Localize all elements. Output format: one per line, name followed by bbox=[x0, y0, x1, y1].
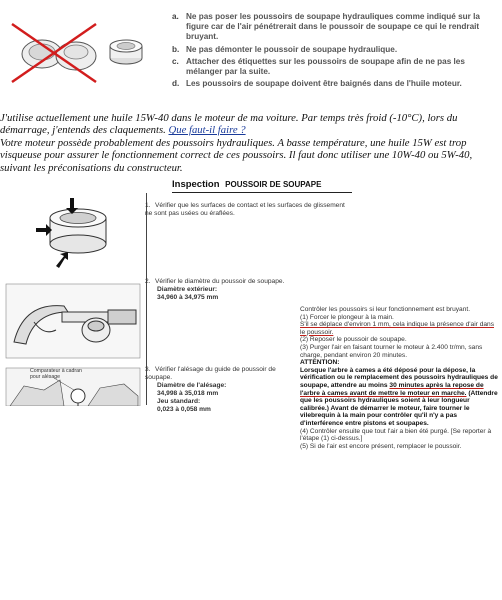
tappet-noise-procedure: Contrôler les poussoirs si leur fonctionnement est bruyant. (1) Forcer le plongeur à la main. S'il se déplace d'environ 1 mm, cela indique la présence d'air dans le poussoir. (2) Reposer le poussoir de soupape. (3) Purger l'air en faisant tourner le moteur à 2.400 tr/mn, sans charge, pendant environ 20 minutes. ATTENTION: Lorsque l'arbre à cames a été déposé pour la dépose, la vérification ou le remplacement des poussoirs hydrauliques de soupape, attendre au moins 30 minutes après la repose de l'arbre à cames avant de mettre le moteur en marche. (Attendre que les poussoirs hydrauliques soient à leur longueur calibrée.) Avant de démarrer le moteur, faire tourner le vilebrequin à la main pour contrôler qu'il n'y a pas d'interférence entre pistons et soupapes. (4) Contrôler ensuite que tout l'air a bien été purgé. [Se reporter à l'étape (1) ci-dessus.] (5) Si de l'air est encore présent, remplacer le poussoir. bbox=[300, 306, 498, 450]
title-divider bbox=[172, 192, 352, 193]
tappet-illustration-top bbox=[4, 18, 144, 88]
gauge-caption: Comparateur à cadran pour alésage bbox=[30, 368, 82, 380]
inspection-step-1: 1. Vérifier que les surfaces de contact et les surfaces de glissement ne sont pas usées ou éraflées. bbox=[145, 202, 345, 217]
question-link[interactable]: Que faut-il faire ? bbox=[168, 124, 246, 137]
figure-micrometer bbox=[4, 282, 144, 365]
figure-tappet-surfaces bbox=[30, 196, 130, 273]
answer-text: Votre moteur possède probablement des poussoirs hydrauliques. A basse température, une huile 15W est trop visqueuse pour assurer le fonctionnement correct de ces poussoirs. Il faut donc utiliser une 10W-40 ou 5W-40, suivant les préconisations du constructeur. bbox=[0, 136, 473, 174]
list-item: a. Ne pas poser les poussoirs de soupape hydrauliques comme indiqué sur la figure car de l'air pénétrerait dans le poussoir de soupape ce qui le rendrait bruyant. bbox=[172, 12, 480, 42]
tappet-precautions-list bbox=[172, 12, 502, 91]
list-item: c. Attacher des étiquettes sur les poussoirs de soupape afin de ne pas les mélanger par la suite. bbox=[172, 56, 465, 77]
list-item: d. Les poussoirs de soupape doivent être baignés dans de l'huile moteur. bbox=[172, 79, 462, 89]
list-item: b. Ne pas démonter le poussoir de soupape hydraulique. bbox=[172, 44, 398, 54]
inspection-step-3: 3. Vérifier l'alésage du guide de poussoir de soupape. Diamètre de l'alésage: 34,998 à 35,018 mm Jeu standard: 0,023 à 0,058 mm bbox=[145, 366, 276, 413]
inspection-step-2: 2. Vérifier le diamètre du poussoir de soupape. Diamètre extérieur: 34,960 à 34,975 mm bbox=[145, 278, 285, 301]
oil-question-answer bbox=[0, 112, 500, 174]
inspection-title: Inspection POUSSOIR DE SOUPAPE bbox=[172, 179, 322, 190]
question-text: J'utilise actuellement une huile 15W-40 dans le moteur de ma voiture. Par temps très froid (-10°C), lors du démarrage, j'entends des claquements. Que faut-il faire ? bbox=[0, 112, 458, 137]
